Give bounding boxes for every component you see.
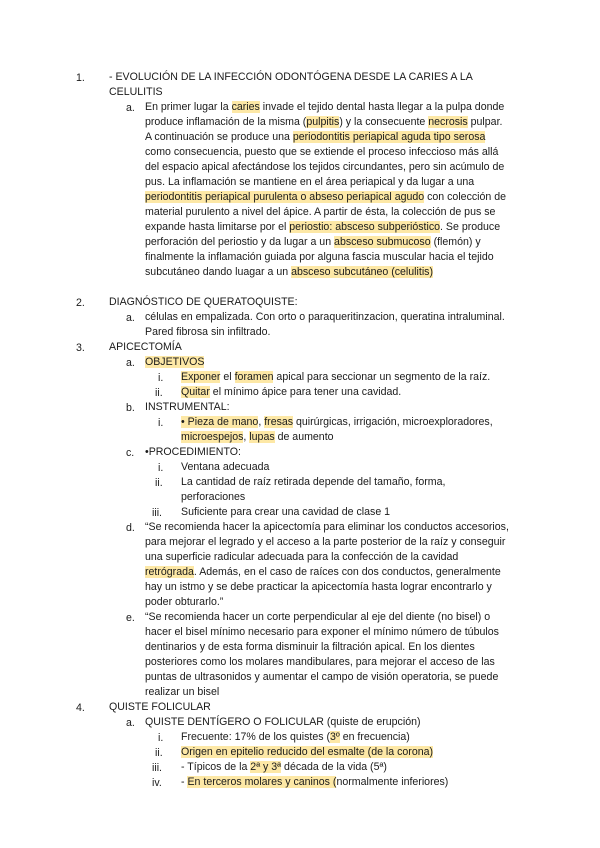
highlighted-text: • Pieza de mano — [181, 416, 259, 428]
text-run: •PROCEDIMIENTO: — [145, 446, 241, 458]
list-marker: i. — [158, 417, 164, 429]
text-run: produce inflamación de la misma ( — [145, 116, 307, 128]
text-run: ) y la consecuente — [339, 116, 429, 128]
list-marker: ii. — [155, 477, 163, 489]
list-marker: 3. — [76, 342, 85, 354]
text-line — [181, 761, 387, 776]
text-line — [109, 71, 473, 86]
highlighted-text: periodontitis periapical aguda tipo serosa — [292, 131, 486, 143]
text-run: posteriores como los molares mandibulares, para mejorar el acceso de las — [145, 656, 495, 668]
highlighted-text: 3º — [329, 731, 340, 743]
text-line — [145, 311, 505, 326]
highlighted-text: foramen — [234, 371, 274, 383]
text-run: QUISTE FOLICULAR — [109, 701, 211, 713]
highlighted-text: periostio: absceso subperióstico — [289, 221, 441, 233]
highlighted-text: absceso submucoso — [334, 236, 431, 248]
highlighted-text: necrosis — [428, 116, 468, 128]
text-run: el — [220, 371, 235, 383]
text-run: - EVOLUCIÓN DE LA INFECCIÓN ODONTÓGENA DESDE LA CARIES A LA — [109, 71, 473, 83]
text-line — [109, 86, 163, 101]
text-run: normalmente inferiores) — [336, 776, 449, 788]
text-line — [145, 116, 502, 131]
text-line — [109, 296, 298, 311]
text-line — [181, 416, 493, 431]
text-run: pulpar. — [467, 116, 503, 128]
text-run: en frecuencia) — [339, 731, 410, 743]
text-run: subcutáneo dando luagar a un — [145, 266, 292, 278]
text-run: invade el tejido dental hasta llegar a la pulpa donde — [259, 101, 505, 113]
text-run: “Se recomienda hacer la apicectomía para eliminar los conductos accesorios, — [145, 521, 509, 533]
text-line — [145, 221, 500, 236]
list-marker: i. — [158, 372, 164, 384]
text-run: para mejorar el legrado y el acceso a la parte posterior de la raíz y conseguir — [145, 536, 506, 548]
text-line — [145, 236, 481, 251]
highlighted-text: 2ª y 3ª — [250, 761, 282, 773]
list-marker: a. — [126, 357, 135, 369]
text-run: finalmente la inflamación guiada por alguna fascia muscular hacia el tejido — [145, 251, 494, 263]
list-marker: a. — [126, 717, 135, 729]
highlighted-text: microespejos — [181, 431, 244, 443]
text-line — [145, 191, 506, 206]
list-marker: iv. — [152, 777, 162, 789]
text-line — [145, 176, 474, 191]
text-line — [145, 356, 204, 371]
text-line — [145, 326, 270, 341]
text-run: el mínimo ápice para tener una cavidad. — [209, 386, 402, 398]
text-run: , — [243, 431, 250, 443]
text-run: , — [258, 416, 265, 428]
list-marker: b. — [126, 402, 135, 414]
highlighted-text: En terceros molares y caninos ( — [187, 776, 337, 788]
text-run: como consecuencia, puesto que se extiende el proceso infeccioso más allá — [145, 146, 499, 158]
text-line — [145, 671, 498, 686]
text-line — [181, 386, 401, 401]
text-run: quirúrgicas, irrigación, microexploradores, — [293, 416, 493, 428]
text-line — [145, 536, 505, 551]
text-line — [109, 701, 211, 716]
highlighted-text: Quitar — [181, 386, 210, 398]
text-line — [145, 566, 501, 581]
text-run: En primer lugar la — [145, 101, 232, 113]
highlighted-text: Origen en epitelio reducido del esmalte (de la corona) — [181, 746, 434, 758]
text-run: células en empalizada. Con orto o paraqueritinzacion, queratina intraluminal. — [145, 311, 505, 323]
highlighted-text: retrógrada — [145, 566, 194, 578]
text-run: material purulento a nivel del ápice. A partir de ésta, la colección de pus se — [145, 206, 496, 218]
text-line — [145, 206, 495, 221]
text-run: pus. La inflamación se mantiene en el área periapical y da lugar a una — [145, 176, 475, 188]
text-run: hay un istmo y se debe practicar la apicectomía hasta lograr encontrarlo y — [145, 581, 492, 593]
text-run: puntas de ultrasonidos y aumentar el campo de visión operatoria, se puede — [145, 671, 499, 683]
text-line — [145, 161, 504, 176]
highlighted-text: pulpitis — [306, 116, 340, 128]
text-run: del espacio apical afectándose los tejidos circundantes, pero sin acúmulo de — [145, 161, 505, 173]
list-marker: 4. — [76, 702, 85, 714]
text-line — [145, 446, 241, 461]
list-marker: iii. — [152, 507, 163, 519]
list-marker: a. — [126, 312, 135, 324]
text-line — [145, 521, 509, 536]
text-run: expande hasta limitarse por el — [145, 221, 290, 233]
text-run: dentinarios y de esta forma disminuir la filtración apical. En los dientes — [145, 641, 475, 653]
text-run: realizar un bisel — [145, 686, 220, 698]
text-run: perforación del periostio y da lugar a un — [145, 236, 335, 248]
text-run: CELULITIS — [109, 86, 163, 98]
text-line — [145, 401, 230, 416]
text-run: hacer el bisel mínimo necesario para exponer el mínimo número de túbulos — [145, 626, 499, 638]
text-run: Ventana adecuada — [181, 461, 270, 473]
text-run: . Se produce — [440, 221, 501, 233]
text-line — [181, 371, 490, 386]
text-run: apical para seccionar un segmento de la raíz. — [273, 371, 491, 383]
text-run: La cantidad de raíz retirada depende del tamaño, forma, — [181, 476, 446, 488]
text-line — [145, 146, 498, 161]
text-run: Frecuente: 17% de los quistes ( — [181, 731, 330, 743]
text-line — [145, 131, 485, 146]
text-run: Pared fibrosa sin infiltrado. — [145, 326, 271, 338]
text-run: una superficie radicular adecuada para la confección de la cavidad — [145, 551, 459, 563]
text-line — [145, 686, 219, 701]
text-run: poder obturarlo.” — [145, 596, 224, 608]
highlighted-text: periodontitis periapical purulenta o abseso periapical agudo — [145, 191, 425, 203]
text-line — [145, 596, 223, 611]
list-marker: iii. — [152, 762, 163, 774]
text-line — [145, 656, 495, 671]
list-marker: ii. — [155, 387, 163, 399]
text-line — [181, 731, 410, 746]
text-line — [145, 641, 475, 656]
text-run: INSTRUMENTAL: — [145, 401, 230, 413]
list-marker: i. — [158, 462, 164, 474]
text-run: - — [181, 776, 188, 788]
highlighted-text: absceso subcutáneo (celulitis) — [291, 266, 433, 278]
text-run: APICECTOMÍA — [109, 341, 182, 353]
highlighted-text: caries — [231, 101, 260, 113]
text-run: perforaciones — [181, 491, 246, 503]
text-run: década de la vida (5ª) — [281, 761, 387, 773]
text-line — [145, 611, 490, 626]
list-marker: 2. — [76, 297, 85, 309]
text-run: (flemón) y — [430, 236, 481, 248]
list-marker: 1. — [76, 72, 85, 84]
text-run: con colección de — [424, 191, 507, 203]
text-line — [109, 341, 182, 356]
list-marker: c. — [126, 447, 135, 459]
text-line — [181, 431, 334, 446]
text-run: - Típicos de la — [181, 761, 251, 773]
text-line — [145, 626, 499, 641]
text-line — [145, 551, 458, 566]
list-marker: e. — [126, 612, 135, 624]
text-run: A continuación se produce una — [145, 131, 293, 143]
highlighted-text: lupas — [249, 431, 275, 443]
text-line — [145, 251, 494, 266]
text-run: “Se recomienda hacer un corte perpendicular al eje del diente (no bisel) o — [145, 611, 491, 623]
text-line — [145, 266, 433, 281]
text-line — [181, 491, 245, 506]
text-line — [181, 746, 433, 761]
highlighted-text: Exponer — [181, 371, 221, 383]
text-line — [145, 716, 421, 731]
text-line — [145, 101, 504, 116]
highlighted-text: OBJETIVOS — [145, 356, 205, 368]
text-line — [181, 506, 390, 521]
highlighted-text: fresas — [264, 416, 294, 428]
text-line — [181, 776, 448, 791]
text-line — [145, 581, 492, 596]
text-line — [181, 476, 445, 491]
text-run: QUISTE DENTÍGERO O FOLICULAR (quiste de erupción) — [145, 716, 421, 728]
text-run: . Además, en el caso de raíces con dos conductos, generalmente — [193, 566, 501, 578]
text-run: de aumento — [274, 431, 334, 443]
text-line — [181, 461, 269, 476]
text-run: Suficiente para crear una cavidad de clase 1 — [181, 506, 391, 518]
list-marker: a. — [126, 102, 135, 114]
text-run: DIAGNÓSTICO DE QUERATOQUISTE: — [109, 296, 298, 308]
list-marker: ii. — [155, 747, 163, 759]
list-marker: d. — [126, 522, 135, 534]
list-marker: i. — [158, 732, 164, 744]
